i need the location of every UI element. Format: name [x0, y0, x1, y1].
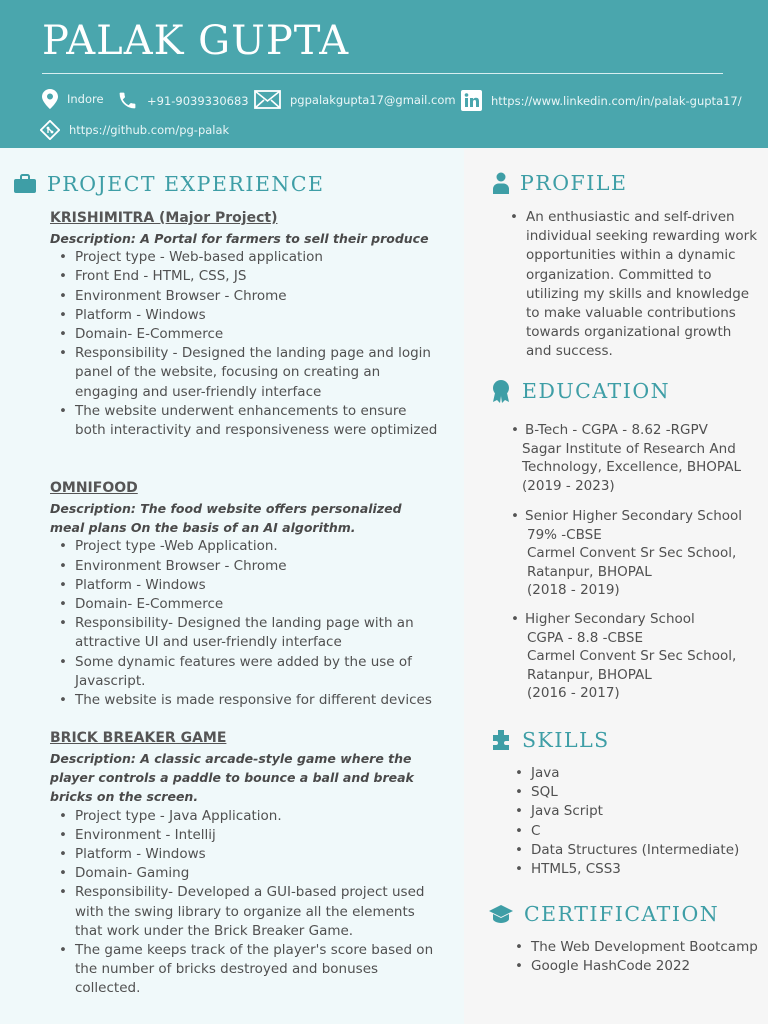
list-item: • Responsibility - Designed the landing page and login panel of the website, focusing on creating an engaging and user-friendly interface — [50, 344, 440, 402]
project-bullets — [50, 248, 440, 440]
header-divider — [42, 73, 723, 74]
contact-github — [40, 120, 229, 140]
project-description: Description: The food website offers personalized meal plans On the basis of an AI algorithm. — [50, 501, 402, 536]
education-item: • Senior Higher Secondary School 79% -CBSE Carmel Convent Sr Sec School, Ratanpur, BHOPAL (2018 - 2019) — [525, 507, 768, 600]
person-icon — [492, 172, 510, 194]
project-bullets — [50, 807, 440, 999]
profile-text: • An enthusiastic and self-driven individual seeking rewarding work opportunities within a dynamic organization. Committed to utilizing my skills and knowledge to make valuable contributions towards organizational growth and success. — [501, 208, 759, 362]
contact-phone — [117, 90, 249, 111]
project-description: Description: A Portal for farmers to sell their produce — [50, 231, 429, 246]
github-link[interactable]: https://github.com/pg-palak — [69, 123, 230, 137]
profile-list — [501, 208, 759, 362]
header — [0, 0, 768, 148]
education-item: • Higher Secondary School CGPA - 8.8 -CBSE Carmel Convent Sr Sec School, Ratanpur, BHOPAL (2016 - 2017) — [525, 610, 768, 703]
certification-heading: CERTIFICATION — [488, 902, 719, 926]
list-item: • SQL — [506, 783, 768, 802]
location-text: Indore — [67, 92, 104, 106]
project-description: Description: A classic arcade-style game where the player controls a paddle to bounce a ball and break bricks on the screen. — [50, 751, 414, 805]
graduation-cap-icon — [488, 904, 514, 924]
list-item: • Platform - Windows — [50, 306, 440, 325]
list-item: • Java — [506, 764, 768, 783]
contact-location — [42, 89, 104, 109]
list-item: • Project type - Java Application. — [50, 807, 440, 826]
list-item: • Domain- E-Commerce — [50, 595, 440, 614]
list-item: • Project type -Web Application. — [50, 537, 440, 556]
list-item: • Environment Browser - Chrome — [50, 287, 440, 306]
list-item: • HTML5, CSS3 — [506, 860, 768, 879]
list-item: • The website is made responsive for different devices — [50, 691, 440, 710]
contact-email — [254, 90, 456, 109]
list-item: • The game keeps track of the player's score based on the number of bricks destroyed and bonuses collected. — [50, 941, 440, 999]
phone-text[interactable]: +91-9039330683 — [147, 93, 249, 108]
briefcase-icon — [13, 174, 37, 194]
list-item: • Environment Browser - Chrome — [50, 557, 440, 576]
list-item: • The Web Development Bootcamp — [506, 938, 768, 957]
list-item: • Platform - Windows — [50, 576, 440, 595]
linkedin-icon — [461, 90, 482, 111]
puzzle-icon — [490, 729, 512, 751]
list-item: • Domain- Gaming — [50, 864, 440, 883]
list-item: • Responsibility- Designed the landing page with an attractive UI and user-friendly interface — [50, 614, 440, 652]
profile-heading: PROFILE — [492, 171, 627, 195]
email-icon — [254, 90, 281, 109]
skills-heading: SKILLS — [490, 728, 610, 752]
list-item: • Java Script — [506, 802, 768, 821]
project-brick-breaker — [50, 729, 440, 999]
phone-icon — [117, 90, 138, 111]
education-heading: EDUCATION — [490, 379, 670, 403]
list-item: • Some dynamic features were added by the use of Javascript. — [50, 653, 440, 691]
list-item: • The website underwent enhancements to ensure both interactivity and responsiveness were optimized — [50, 402, 440, 440]
education-item: • B-Tech - CGPA - 8.62 -RGPV Sagar Institute of Research And Technology, Excellence, BHOPAL (2019 - 2023) — [525, 421, 768, 495]
list-item: • C — [506, 822, 768, 841]
list-item: • Domain- E-Commerce — [50, 325, 440, 344]
list-item: • Data Structures (Intermediate) — [506, 841, 768, 860]
project-title: OMNIFOOD — [50, 480, 138, 496]
list-item: • Front End - HTML, CSS, JS — [50, 267, 440, 286]
list-item: • Platform - Windows — [50, 845, 440, 864]
project-krishimitra — [50, 209, 440, 440]
project-experience-heading: PROJECT EXPERIENCE — [13, 172, 325, 196]
skills-list — [506, 764, 768, 879]
list-item: • Project type - Web-based application — [50, 248, 440, 267]
location-icon — [42, 89, 58, 109]
candidate-name: PALAK GUPTA — [42, 18, 350, 64]
email-link[interactable]: pgpalakgupta17@gmail.com — [290, 92, 456, 107]
project-bullets — [50, 537, 440, 710]
project-title: KRISHIMITRA (Major Project) — [50, 210, 278, 226]
list-item: • Environment - Intellij — [50, 826, 440, 845]
list-item: • Google HashCode 2022 — [506, 957, 768, 976]
certification-list — [506, 938, 768, 976]
award-icon — [490, 379, 512, 403]
linkedin-link[interactable]: https://www.linkedin.com/in/palak-gupta17/ — [491, 93, 742, 108]
contact-linkedin — [461, 90, 742, 111]
project-title: BRICK BREAKER GAME — [50, 730, 227, 746]
github-icon — [40, 120, 60, 140]
project-omnifood — [50, 479, 440, 710]
list-item: • Responsibility- Developed a GUI-based project used with the swing library to organize all the elements that work under the Brick Breaker Game. — [50, 883, 440, 941]
